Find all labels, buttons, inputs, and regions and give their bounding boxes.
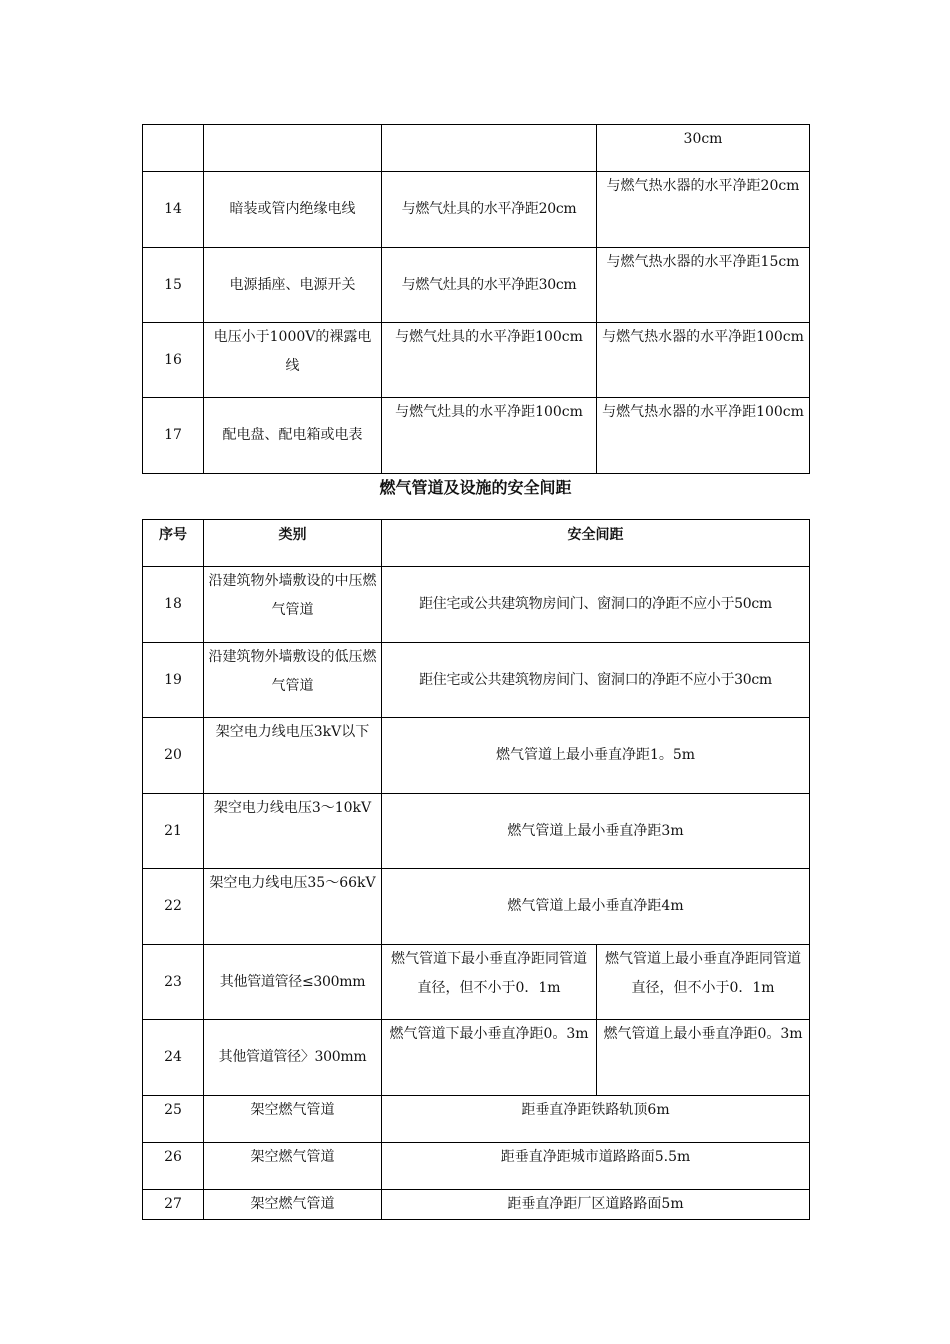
row-number: 17 <box>143 398 204 474</box>
row-clearance-heater: 与燃气热水器的水平净距15cm <box>597 248 810 323</box>
table-row <box>143 1190 810 1220</box>
table-row <box>143 1020 810 1096</box>
row-number: 22 <box>143 869 204 945</box>
gas-pipe-clearance-table <box>142 519 810 1220</box>
row-category: 沿建筑物外墙敷设的低压燃气管道 <box>204 643 382 718</box>
table-row <box>143 945 810 1020</box>
table-row <box>143 643 810 718</box>
table-row <box>143 398 810 474</box>
header-category: 类别 <box>204 520 382 567</box>
row-number: 23 <box>143 945 204 1020</box>
table-row <box>143 323 810 398</box>
row-clearance-stove: 与燃气灶具的水平净距100cm <box>382 398 597 474</box>
row-clearance-stove: 与燃气灶具的水平净距20cm <box>382 172 597 248</box>
row-clearance-stove: 与燃气灶具的水平净距30cm <box>382 248 597 323</box>
row-category: 配电盘、配电箱或电表 <box>204 398 382 474</box>
row-clearance: 距垂直净距铁路轨顶6m <box>382 1096 810 1143</box>
row-number: 15 <box>143 248 204 323</box>
row-clearance: 燃气管道上最小垂直净距1。5m <box>382 718 810 794</box>
row-number: 27 <box>143 1190 204 1220</box>
row-clearance-below: 燃气管道下最小垂直净距0。3m <box>382 1020 597 1096</box>
row-category: 架空燃气管道 <box>204 1190 382 1220</box>
row-number: 21 <box>143 794 204 869</box>
row-category: 架空电力线电压3kV以下 <box>204 718 382 794</box>
row-number: 16 <box>143 323 204 398</box>
table-row <box>143 1143 810 1190</box>
table-row <box>143 1096 810 1143</box>
row-category: 其他管道管径〉300mm <box>204 1020 382 1096</box>
row-clearance-heater: 与燃气热水器的水平净距100cm <box>597 323 810 398</box>
row-category: 电压小于1000V的裸露电线 <box>204 323 382 398</box>
row-category: 架空电力线电压3～10kV <box>204 794 382 869</box>
row-clearance: 距住宅或公共建筑物房间门、窗洞口的净距不应小于50cm <box>382 567 810 643</box>
table-row <box>143 567 810 643</box>
row-clearance: 燃气管道上最小垂直净距4m <box>382 869 810 945</box>
row-category: 架空燃气管道 <box>204 1143 382 1190</box>
row-category: 电源插座、电源开关 <box>204 248 382 323</box>
row-clearance-heater: 与燃气热水器的水平净距20cm <box>597 172 810 248</box>
header-number: 序号 <box>143 520 204 567</box>
row-clearance: 距垂直净距厂区道路路面5m <box>382 1190 810 1220</box>
table-row <box>143 172 810 248</box>
row-category: 架空燃气管道 <box>204 1096 382 1143</box>
row-category: 架空电力线电压35～66kV <box>204 869 382 945</box>
row-clearance: 距住宅或公共建筑物房间门、窗洞口的净距不应小于30cm <box>382 643 810 718</box>
row-number <box>143 125 204 172</box>
electrical-clearance-table <box>142 124 810 474</box>
row-clearance-above: 燃气管道上最小垂直净距同管道直径，但不小于0．1m <box>597 945 810 1020</box>
row-number: 24 <box>143 1020 204 1096</box>
row-number: 14 <box>143 172 204 248</box>
row-category: 沿建筑物外墙敷设的中压燃气管道 <box>204 567 382 643</box>
row-clearance: 燃气管道上最小垂直净距3m <box>382 794 810 869</box>
row-category: 暗装或管内绝缘电线 <box>204 172 382 248</box>
row-clearance-heater: 与燃气热水器的水平净距100cm <box>597 398 810 474</box>
row-clearance: 距垂直净距城市道路路面5.5m <box>382 1143 810 1190</box>
table-row <box>143 794 810 869</box>
row-number: 18 <box>143 567 204 643</box>
row-category: 其他管道管径≤300mm <box>204 945 382 1020</box>
row-number: 19 <box>143 643 204 718</box>
header-clearance: 安全间距 <box>382 520 810 567</box>
row-clearance-stove: 与燃气灶具的水平净距100cm <box>382 323 597 398</box>
section-title: 燃气管道及设施的安全间距 <box>379 478 572 497</box>
row-clearance-above: 燃气管道上最小垂直净距0。3m <box>597 1020 810 1096</box>
row-clearance-stove <box>382 125 597 172</box>
row-clearance-below: 燃气管道下最小垂直净距同管道直径，但不小于0．1m <box>382 945 597 1020</box>
row-category <box>204 125 382 172</box>
table-row <box>143 125 810 172</box>
row-clearance-heater: 30cm <box>597 125 810 172</box>
table-row <box>143 718 810 794</box>
row-number: 25 <box>143 1096 204 1143</box>
row-number: 20 <box>143 718 204 794</box>
table-row <box>143 869 810 945</box>
table-header-row <box>143 520 810 567</box>
row-number: 26 <box>143 1143 204 1190</box>
table-row <box>143 248 810 323</box>
